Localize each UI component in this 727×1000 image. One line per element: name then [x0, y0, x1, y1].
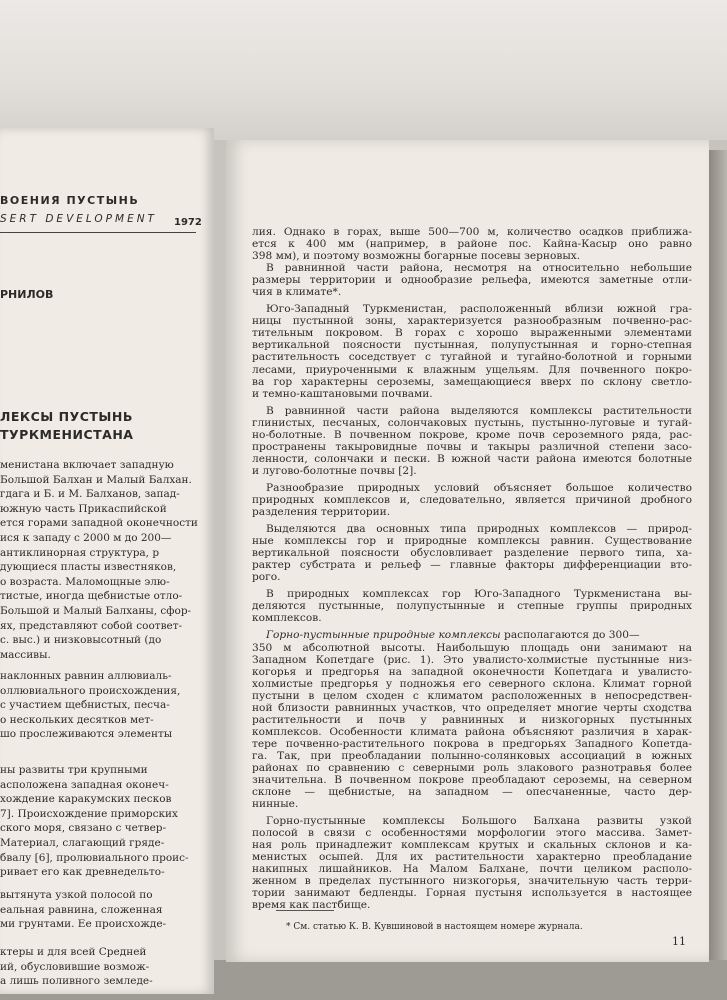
text-line: ная роль принадлежит комплексам крутых и скальных склонов и ка- — [252, 839, 692, 852]
text-line: глинистых, песчаных, солончаковых пустынь, пустынно-луговые и тугай- — [252, 416, 692, 429]
text-line: ны развиты три крупными — [0, 764, 148, 776]
text-line: растительность соседствует с тугайной и тугайно-болотной и горными — [252, 351, 692, 364]
text-line: В равнинной части района выделяются комплексы растительности — [266, 404, 692, 417]
text-line: ми грунтами. Ее происхожде- — [0, 918, 167, 931]
text-line: Материал, слагающий гряде- — [0, 836, 165, 849]
text-line: дующиеся пласты известняков, — [0, 561, 177, 574]
text-line: ленности, солончаки и пески. В южной части района имеются болотные — [252, 452, 692, 465]
text-line: Западном Копетдаге (рис. 1). Это увалисто-холмистые пустынные низ- — [252, 653, 692, 666]
text-line: лия. Однако в горах, выше 500—700 м, количество осадков приближа- — [252, 226, 692, 238]
left-paragraph-5 — [0, 945, 153, 989]
italic-term: Горно-пустынные природные комплексы — [266, 629, 501, 642]
text-line: Разнообразие природных условий объясняет большое количество — [266, 481, 692, 494]
text-line: 398 мм), и поэтому возможны богарные посевы зерновых. — [252, 250, 581, 263]
article-title-line2: ТУРКМЕНИСТАНА — [0, 427, 134, 442]
text-line: комплексов. Особенности климата района объясняют различия в харак- — [252, 725, 692, 738]
text-run: располагаются до 300— — [500, 629, 640, 642]
right-page — [226, 140, 709, 962]
article-body — [252, 226, 692, 912]
text-line: но-болотные. В почвенном покрове, кроме почв сероземного ряда, рас- — [252, 428, 692, 441]
text-line: бвалу [6], пролювиального проис- — [0, 851, 189, 864]
text-line: лесами, приуроченными к влажным ущельям. Для почвенного покро- — [252, 363, 692, 376]
text-line: тере почвенно-растительного покрова в предгорьях Западного Копетда- — [252, 737, 692, 750]
text-line: ется к 400 мм (например, в районе пос. Кайна-Касыр оно равно — [252, 238, 692, 251]
text-line: 350 м абсолютной высоты. Наибольшую площадь они занимают на — [252, 641, 692, 654]
text-line: ктеры и для всей Средней — [0, 946, 147, 958]
footnote-rule — [276, 910, 334, 911]
text-line: ется горами западной оконечности — [0, 517, 198, 530]
footnote: * См. статью К. В. Кувшиновой в настоящем номере журнала. — [286, 922, 583, 932]
text-line: чия в климате*. — [252, 286, 342, 299]
text-line: антиклинорная структура, р — [0, 546, 160, 559]
text-line: холмистые предгорья у подножья его северного склона. Климат горной — [252, 677, 692, 690]
journal-year: 1972 — [174, 217, 202, 228]
text-line: пустыни в целом сходен с климатом расположенных в непосредствен- — [252, 689, 692, 702]
text-line: ные комплексы гор и природные комплексы равнин. Существование — [252, 535, 692, 548]
text-line: хождение каракумских песков — [0, 793, 172, 806]
text-line: вертикальной поясности пустынная, полупустынная и горно-степная — [252, 339, 692, 352]
text-line: наклонных равнин аллювиаль- — [0, 670, 172, 682]
text-line: ися к западу с 2000 м до 200— — [0, 531, 172, 544]
text-line: Юго-Западный Туркменистан, расположенный вблизи южной гра- — [266, 303, 692, 316]
text-line: районах по сравнению с северными роль злакового разнотравья более — [252, 761, 692, 774]
text-line: менистана включает западную — [0, 459, 174, 471]
text-line: ривает его как древнедельто- — [0, 866, 165, 879]
text-line: полосой в связи с особенностями морфологии этого массива. Замет- — [252, 827, 692, 840]
text-line: Горно-пустынные комплексы Большого Балхана развиты узкой — [266, 815, 692, 828]
text-line: асположена западная оконеч- — [0, 778, 169, 791]
text-line: рого. — [252, 571, 281, 584]
text-line: с участием щебнистых, песча- — [0, 699, 170, 712]
left-paragraph-4 — [0, 888, 166, 932]
text-line: ницы пустынной зоны, характеризуется разнообразным почвенно-рас- — [252, 315, 692, 328]
text-line: Выделяются два основных типа природных комплексов — природ- — [266, 523, 692, 536]
text-line: время как пастбище. — [252, 899, 371, 912]
text-line: оллювиального происхождения, — [0, 684, 181, 697]
background-top — [0, 0, 727, 140]
text-line: вертикальной поясности обусловливает разделение первого типа, ха- — [252, 547, 692, 560]
article-author: РНИЛОВ — [0, 288, 54, 301]
left-paragraph-1 — [0, 458, 198, 662]
text-line: массивы. — [0, 648, 51, 661]
text-line: природных комплексов и, следовательно, является причиной дробного — [252, 493, 692, 506]
text-line: Большой и Малый Балханы, сфор- — [0, 604, 192, 617]
text-line: а лишь поливного земледе- — [0, 975, 153, 988]
text-line: В природных комплексах гор Юго-Западного Туркменистана вы- — [266, 588, 692, 601]
text-line: В равнинной части района, несмотря на относительно небольшие — [266, 262, 692, 275]
text-line — [252, 629, 692, 641]
text-line: еальная равнина, сложенная — [0, 903, 163, 916]
text-line: ского моря, связано с четвер- — [0, 822, 167, 835]
text-line: склоне — щебнистые, на западном — опесчаненные, часто дер- — [252, 786, 692, 799]
text-line: с. выс.) и низковысотный (до — [0, 634, 162, 647]
text-line: ва гор характерны сероземы, замещающиеся вверх по склону светло- — [252, 375, 692, 388]
page-number: 11 — [672, 935, 686, 948]
text-line: тории занимают бедленды. Горная пустыня используется в настоящее — [252, 887, 692, 900]
header-rule — [0, 232, 196, 233]
text-line: Большой Балхан и Малый Балхан. — [0, 473, 192, 486]
text-line: разделения территории. — [252, 506, 391, 519]
text-line: ий, обусловившие возмож- — [0, 960, 150, 973]
text-line: накипных лишайников. На Малом Балхане, почти целиком располо- — [252, 863, 692, 876]
background-right-edge — [709, 150, 727, 1000]
text-line: тистые, иногда щебнистые отло- — [0, 590, 183, 603]
text-line: нинные. — [252, 798, 299, 811]
text-line: значительна. В почвенном покрове преобладают сероземы, на северном — [252, 774, 692, 787]
text-line: вытянута узкой полосой по — [0, 889, 153, 901]
text-line: южную часть Прикаспийской — [0, 502, 167, 515]
text-line: размеры территории и однообразие рельефа, имеются заметные отли- — [252, 274, 692, 287]
text-line: растительности и почв у равнинных и низкогорных пустынных — [252, 713, 692, 726]
text-line: рактер субстрата и рельеф — главные факторы дифференциации вто- — [252, 559, 692, 572]
left-page — [0, 128, 214, 994]
journal-header-ru: ВОЕНИЯ ПУСТЫНЬ — [0, 194, 140, 207]
text-line: женном в пределах пустынного низкогорья, значительную часть терри- — [252, 875, 692, 888]
text-line: менистых осыпей. Для их растительности характерно преобладание — [252, 851, 692, 864]
text-line: когорья и предгорья на западной оконечности Копетдага и увалисто- — [252, 665, 692, 678]
text-line: ях, представляют собой соответ- — [0, 619, 183, 632]
text-line: и лугово-болотные почвы [2]. — [252, 464, 417, 477]
text-line: га. Так, при преобладании полынно-солянковых ассоциаций в южных — [252, 749, 692, 762]
article-title-line1: ЛЕКСЫ ПУСТЫНЬ — [0, 409, 133, 424]
text-line: о возраста. Маломощные элю- — [0, 575, 170, 588]
text-line: шо прослеживаются элементы — [0, 728, 173, 741]
text-line: и темно-каштановыми почвами. — [252, 387, 433, 400]
text-line: гдага и Б. и М. Балханов, запад- — [0, 488, 180, 501]
text-line: 7]. Происхождение приморских — [0, 807, 178, 820]
left-paragraph-2 — [0, 669, 180, 742]
journal-header-en: SERT DEVELOPMENT — [0, 213, 157, 225]
text-line: тительным покровом. В горах с хорошо выраженными элементами — [252, 327, 692, 340]
text-line: пространены такыровидные почвы и такыры различной степени засо- — [252, 440, 692, 453]
text-line: деляются пустынные, полупустынные и степные группы природных — [252, 600, 692, 613]
text-line: о нескольких десятков мет- — [0, 713, 154, 726]
text-line: комплексов. — [252, 612, 322, 625]
left-paragraph-3 — [0, 763, 189, 880]
text-line: ной близости равнинных участков, что определяет многие черты сходства — [252, 701, 692, 714]
